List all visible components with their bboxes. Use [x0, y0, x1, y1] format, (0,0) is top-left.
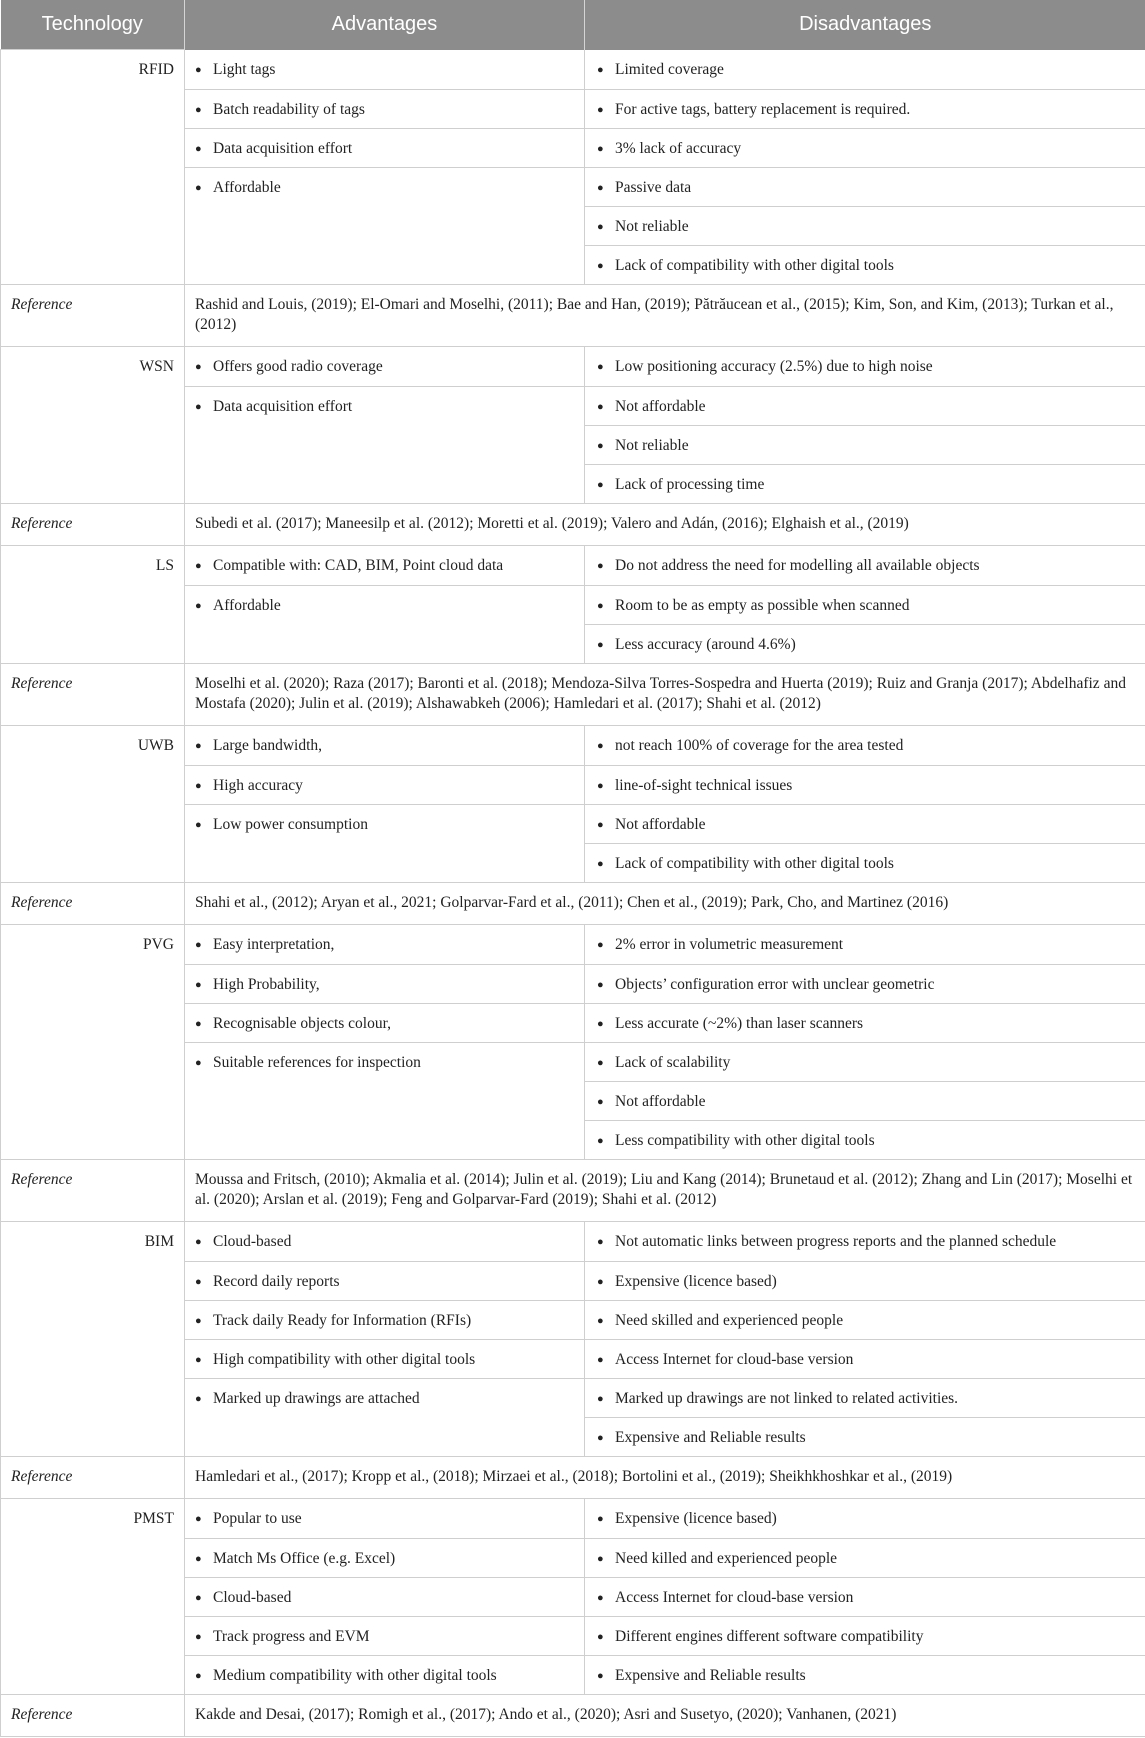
list-item-text: Passive data — [615, 178, 692, 196]
list-item — [585, 464, 1145, 503]
reference-text: Moussa and Fritsch, (2010); Akmalia et al. (2014); Julin et al. (2019); Liu and Kang (2014); Brunetaud et al. (2012); Zhang and Lin (2017); Moselhi et al. (2020); Arslan et al. (2019); Feng and Golparvar-Fard (2019); Shahi et al. (2012) — [185, 1159, 1145, 1221]
list-item-text: Not affordable — [615, 397, 706, 415]
list-item-text: not reach 100% of coverage for the area tested — [615, 736, 904, 754]
disadvantages-cell — [585, 50, 1145, 285]
bullet-icon: ● — [195, 779, 202, 792]
list-item — [185, 89, 584, 128]
list-item — [585, 89, 1145, 128]
reference-text: Kakde and Desai, (2017); Romigh et al., (2017); Ando et al., (2020); Asri and Susetyo, (2020); Vanhanen, (2021) — [185, 1694, 1145, 1736]
item-list — [585, 726, 1145, 882]
item-list — [185, 50, 584, 206]
bullet-icon: ● — [195, 1275, 202, 1288]
bullet-icon: ● — [195, 1630, 202, 1643]
advantages-cell — [185, 1221, 585, 1456]
bullet-icon: ● — [597, 63, 604, 76]
list-item — [585, 726, 1145, 765]
bullet-icon: ● — [597, 818, 604, 831]
disadvantages-cell — [585, 725, 1145, 882]
list-item-text: Limited coverage — [615, 60, 724, 78]
list-item-text: Offers good radio coverage — [213, 357, 383, 375]
bullet-icon: ● — [597, 1669, 604, 1682]
advantages-cell — [185, 50, 585, 285]
table-row — [1, 924, 1145, 1159]
list-item-text: Expensive and Reliable results — [615, 1428, 806, 1446]
list-item — [585, 925, 1145, 964]
bullet-icon: ● — [195, 1512, 202, 1525]
reference-text: Moselhi et al. (2020); Raza (2017); Baronti et al. (2018); Mendoza-Silva Torres-Sospedra and Huerta (2019); Ruiz and Granja (2017); Abdelhafiz and Mostafa (2020); Julin et al. (2019); Alshawabkeh (2006); Hamledari et al. (2017); Shahi et al. (2012) — [185, 663, 1145, 725]
list-item-text: Room to be as empty as possible when scanned — [615, 596, 910, 614]
bullet-icon: ● — [597, 599, 604, 612]
list-item-text: Affordable — [213, 596, 281, 614]
reference-row — [1, 284, 1145, 346]
list-item — [585, 1081, 1145, 1120]
item-list — [585, 50, 1145, 284]
bullet-icon: ● — [597, 360, 604, 373]
bullet-icon: ● — [597, 1134, 604, 1147]
list-item-text: Cloud-based — [213, 1232, 292, 1250]
bullet-icon: ● — [195, 978, 202, 991]
list-item-text: Easy interpretation, — [213, 935, 335, 953]
advantages-cell — [185, 545, 585, 663]
bullet-icon: ● — [597, 978, 604, 991]
list-item — [185, 1222, 584, 1261]
list-item — [585, 1222, 1145, 1261]
reference-text: Hamledari et al., (2017); Kropp et al., (2018); Mirzaei et al., (2018); Bortolini et al., (2019); Sheikhkhoshkar et al., (2019) — [185, 1456, 1145, 1498]
item-list — [185, 1499, 584, 1694]
bullet-icon: ● — [195, 559, 202, 572]
list-item-text: Low positioning accuracy (2.5%) due to high noise — [615, 357, 933, 375]
bullet-icon: ● — [195, 1552, 202, 1565]
table-header — [1, 0, 1145, 50]
list-item-text: Not reliable — [615, 217, 689, 235]
item-list — [585, 1222, 1145, 1456]
list-item — [585, 1417, 1145, 1456]
item-list — [185, 546, 584, 624]
bullet-icon: ● — [597, 1275, 604, 1288]
list-item — [585, 624, 1145, 663]
list-item — [185, 1655, 584, 1694]
list-item-text: Need killed and experienced people — [615, 1549, 838, 1567]
list-item-text: Medium compatibility with other digital tools — [213, 1666, 497, 1684]
bullet-icon: ● — [597, 1314, 604, 1327]
list-item — [585, 1616, 1145, 1655]
technology-name: PMST — [1, 1498, 185, 1694]
list-item — [185, 1042, 584, 1081]
item-list — [185, 726, 584, 843]
list-item — [585, 964, 1145, 1003]
list-item-text: Record daily reports — [213, 1272, 340, 1290]
list-item — [585, 1339, 1145, 1378]
list-item-text: Affordable — [213, 178, 281, 196]
list-item-text: Not affordable — [615, 815, 706, 833]
header-technology: Technology — [1, 0, 185, 50]
list-item — [585, 347, 1145, 386]
list-item-text: Data acquisition effort — [213, 397, 353, 415]
list-item-text: Not affordable — [615, 1092, 706, 1110]
list-item — [585, 1538, 1145, 1577]
bullet-icon: ● — [597, 1630, 604, 1643]
list-item — [185, 1616, 584, 1655]
list-item — [185, 1378, 584, 1417]
reference-row — [1, 663, 1145, 725]
bullet-icon: ● — [195, 938, 202, 951]
item-list — [185, 925, 584, 1081]
list-item — [185, 50, 584, 89]
header-disadvantages: Disadvantages — [585, 0, 1145, 50]
list-item-text: Lack of processing time — [615, 475, 765, 493]
list-item — [185, 925, 584, 964]
list-item — [585, 1042, 1145, 1081]
list-item-text: Marked up drawings are attached — [213, 1389, 420, 1407]
list-item — [585, 804, 1145, 843]
list-item — [185, 1538, 584, 1577]
bullet-icon: ● — [195, 142, 202, 155]
list-item-text: Batch readability of tags — [213, 100, 365, 118]
list-item-text: 2% error in volumetric measurement — [615, 935, 844, 953]
list-item-text: Marked up drawings are not linked to related activities. — [615, 1389, 959, 1407]
list-item — [585, 245, 1145, 284]
bullet-icon: ● — [597, 439, 604, 452]
list-item — [185, 386, 584, 425]
list-item-text: Less accuracy (around 4.6%) — [615, 635, 796, 653]
list-item — [585, 1577, 1145, 1616]
bullet-icon: ● — [597, 779, 604, 792]
bullet-icon: ● — [597, 1056, 604, 1069]
item-list — [585, 546, 1145, 663]
list-item — [185, 585, 584, 624]
table-row — [1, 346, 1145, 503]
reference-label: Reference — [1, 1159, 185, 1221]
bullet-icon: ● — [597, 938, 604, 951]
bullet-icon: ● — [195, 63, 202, 76]
list-item-text: line-of-sight technical issues — [615, 776, 793, 794]
technology-name: RFID — [1, 50, 185, 285]
list-item — [185, 546, 584, 585]
technology-name: PVG — [1, 924, 185, 1159]
list-item-text: Suitable references for inspection — [213, 1053, 421, 1071]
bullet-icon: ● — [195, 599, 202, 612]
list-item — [185, 167, 584, 206]
bullet-icon: ● — [597, 1353, 604, 1366]
item-list — [185, 347, 584, 425]
list-item-text: Lack of compatibility with other digital tools — [615, 854, 894, 872]
technology-name: LS — [1, 545, 185, 663]
list-item — [585, 1378, 1145, 1417]
list-item — [585, 50, 1145, 89]
bullet-icon: ● — [597, 857, 604, 870]
list-item — [185, 128, 584, 167]
list-item-text: Expensive and Reliable results — [615, 1666, 806, 1684]
technology-name: BIM — [1, 1221, 185, 1456]
reference-row — [1, 882, 1145, 924]
technology-name: UWB — [1, 725, 185, 882]
table-row — [1, 1221, 1145, 1456]
bullet-icon: ● — [597, 638, 604, 651]
list-item — [585, 546, 1145, 585]
disadvantages-cell — [585, 1221, 1145, 1456]
list-item-text: Track progress and EVM — [213, 1627, 370, 1645]
list-item-text: Large bandwidth, — [213, 736, 323, 754]
reference-label: Reference — [1, 284, 185, 346]
bullet-icon: ● — [195, 1353, 202, 1366]
table-row — [1, 1498, 1145, 1694]
list-item — [585, 1655, 1145, 1694]
list-item-text: High accuracy — [213, 776, 303, 794]
list-item — [185, 765, 584, 804]
list-item — [585, 167, 1145, 206]
bullet-icon: ● — [597, 1552, 604, 1565]
list-item — [585, 1499, 1145, 1538]
list-item — [585, 1261, 1145, 1300]
list-item-text: Low power consumption — [213, 815, 368, 833]
list-item-text: Match Ms Office (e.g. Excel) — [213, 1549, 396, 1567]
list-item-text: Not reliable — [615, 436, 689, 454]
list-item-text: For active tags, battery replacement is required. — [615, 100, 911, 118]
reference-label: Reference — [1, 1456, 185, 1498]
bullet-icon: ● — [195, 739, 202, 752]
list-item — [585, 843, 1145, 882]
list-item — [585, 128, 1145, 167]
bullet-icon: ● — [597, 1591, 604, 1604]
item-list — [585, 1499, 1145, 1694]
list-item-text: Light tags — [213, 60, 276, 78]
reference-label: Reference — [1, 663, 185, 725]
list-item — [585, 765, 1145, 804]
bullet-icon: ● — [597, 1235, 604, 1248]
bullet-icon: ● — [597, 259, 604, 272]
technology-name: WSN — [1, 346, 185, 503]
list-item-text: Access Internet for cloud-base version — [615, 1588, 854, 1606]
bullet-icon: ● — [597, 1392, 604, 1405]
list-item-text: Expensive (licence based) — [615, 1509, 777, 1527]
list-item-text: Data acquisition effort — [213, 139, 353, 157]
reference-label: Reference — [1, 503, 185, 545]
bullet-icon: ● — [195, 1235, 202, 1248]
bullet-icon: ● — [195, 181, 202, 194]
reference-label: Reference — [1, 1694, 185, 1736]
bullet-icon: ● — [195, 1017, 202, 1030]
list-item — [185, 1499, 584, 1538]
advantages-cell — [185, 346, 585, 503]
disadvantages-cell — [585, 346, 1145, 503]
reference-row — [1, 1694, 1145, 1736]
list-item-text: 3% lack of accuracy — [615, 139, 742, 157]
reference-text: Shahi et al., (2012); Aryan et al., 2021; Golparvar-Fard et al., (2011); Chen et al., (2019); Park, Cho, and Martinez (2016) — [185, 882, 1145, 924]
bullet-icon: ● — [195, 1591, 202, 1604]
bullet-icon: ● — [597, 400, 604, 413]
reference-label: Reference — [1, 882, 185, 924]
list-item — [185, 1339, 584, 1378]
list-item-text: High Probability, — [213, 975, 320, 993]
list-item — [185, 1003, 584, 1042]
list-item-text: Expensive (licence based) — [615, 1272, 777, 1290]
disadvantages-cell — [585, 545, 1145, 663]
reference-row — [1, 1456, 1145, 1498]
advantages-cell — [185, 725, 585, 882]
list-item — [585, 386, 1145, 425]
list-item-text: Lack of compatibility with other digital tools — [615, 256, 894, 274]
bullet-icon: ● — [597, 1512, 604, 1525]
bullet-icon: ● — [195, 1314, 202, 1327]
list-item-text: Do not address the need for modelling all available objects — [615, 556, 980, 574]
bullet-icon: ● — [597, 103, 604, 116]
list-item-text: Track daily Ready for Information (RFIs) — [213, 1311, 472, 1329]
bullet-icon: ● — [195, 1392, 202, 1405]
bullet-icon: ● — [597, 181, 604, 194]
list-item — [585, 206, 1145, 245]
list-item — [185, 1577, 584, 1616]
reference-text: Rashid and Louis, (2019); El-Omari and Moselhi, (2011); Bae and Han, (2019); Pătrăucean et al., (2015); Kim, Son, and Kim, (2013); Turkan et al., (2012) — [185, 284, 1145, 346]
list-item-text: High compatibility with other digital tools — [213, 1350, 476, 1368]
reference-row — [1, 1159, 1145, 1221]
bullet-icon: ● — [195, 103, 202, 116]
header-advantages: Advantages — [185, 0, 585, 50]
bullet-icon: ● — [195, 360, 202, 373]
list-item — [585, 1120, 1145, 1159]
bullet-icon: ● — [597, 559, 604, 572]
list-item-text: Need skilled and experienced people — [615, 1311, 844, 1329]
list-item — [585, 1003, 1145, 1042]
bullet-icon: ● — [597, 478, 604, 491]
list-item-text: Less compatibility with other digital tools — [615, 1131, 875, 1149]
list-item-text: Not automatic links between progress reports and the planned schedule — [615, 1232, 1057, 1250]
list-item-text: Recognisable objects colour, — [213, 1014, 392, 1032]
list-item-text: Cloud-based — [213, 1588, 292, 1606]
bullet-icon: ● — [195, 1669, 202, 1682]
list-item — [585, 585, 1145, 624]
bullet-icon: ● — [597, 1017, 604, 1030]
bullet-icon: ● — [597, 1095, 604, 1108]
list-item-text: Different engines different software compatibility — [615, 1627, 924, 1645]
list-item-text: Less accurate (~2%) than laser scanners — [615, 1014, 864, 1032]
item-list — [585, 347, 1145, 503]
reference-row — [1, 503, 1145, 545]
table-body — [1, 50, 1145, 1737]
list-item — [185, 347, 584, 386]
bullet-icon: ● — [195, 818, 202, 831]
table-row — [1, 545, 1145, 663]
bullet-icon: ● — [597, 220, 604, 233]
list-item — [185, 804, 584, 843]
list-item-text: Objects’ configuration error with unclear geometric — [615, 975, 935, 993]
item-list — [585, 925, 1145, 1159]
table-row — [1, 725, 1145, 882]
disadvantages-cell — [585, 924, 1145, 1159]
list-item-text: Compatible with: CAD, BIM, Point cloud data — [213, 556, 504, 574]
list-item — [585, 1300, 1145, 1339]
bullet-icon: ● — [195, 400, 202, 413]
list-item-text: Lack of scalability — [615, 1053, 731, 1071]
item-list — [185, 1222, 584, 1417]
bullet-icon: ● — [597, 142, 604, 155]
list-item — [185, 1300, 584, 1339]
list-item-text: Popular to use — [213, 1509, 302, 1527]
reference-text: Subedi et al. (2017); Maneesilp et al. (2012); Moretti et al. (2019); Valero and Adán, (2016); Elghaish et al., (2019) — [185, 503, 1145, 545]
list-item — [185, 964, 584, 1003]
list-item — [585, 425, 1145, 464]
advantages-cell — [185, 1498, 585, 1694]
advantages-cell — [185, 924, 585, 1159]
disadvantages-cell — [585, 1498, 1145, 1694]
list-item — [185, 1261, 584, 1300]
bullet-icon: ● — [597, 1431, 604, 1444]
bullet-icon: ● — [597, 739, 604, 752]
list-item-text: Access Internet for cloud-base version — [615, 1350, 854, 1368]
table-row — [1, 50, 1145, 285]
bullet-icon: ● — [195, 1056, 202, 1069]
list-item — [185, 726, 584, 765]
